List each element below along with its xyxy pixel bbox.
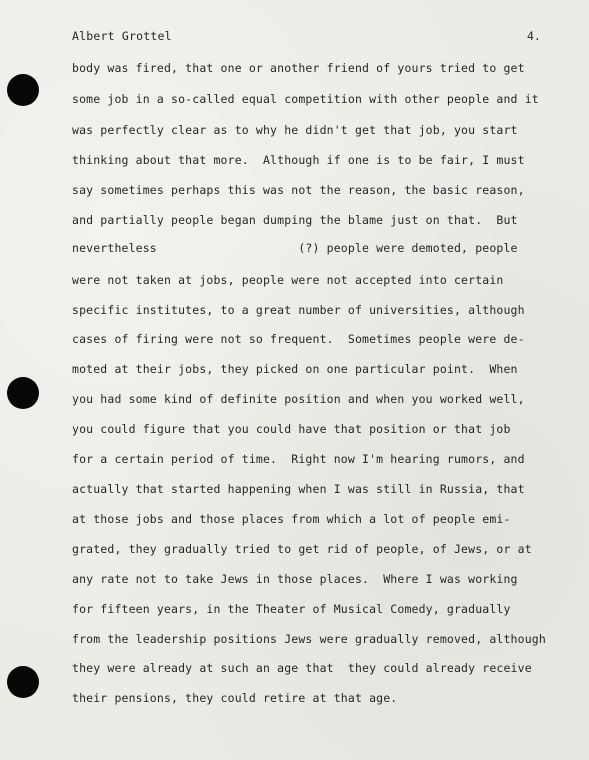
header-author-name: Albert Grottel — [72, 29, 172, 43]
text-line: specific institutes, to a great number of universities, although — [72, 303, 525, 317]
text-line: moted at their jobs, they picked on one particular point. When — [72, 362, 518, 376]
punch-hole — [7, 666, 39, 698]
text-line: actually that started happening when I was still in Russia, that — [72, 482, 525, 496]
text-line: you could figure that you could have that position or that job — [72, 422, 511, 436]
text-line: you had some kind of definite position and when you worked well, — [72, 392, 525, 406]
text-line: they were already at such an age that they could already receive — [72, 661, 532, 675]
text-line: some job in a so-called equal competition with other people and it — [72, 92, 539, 106]
text-line: body was fired, that one or another friend of yours tried to get — [72, 61, 525, 75]
text-line: say sometimes perhaps this was not the reason, the basic reason, — [72, 183, 525, 197]
text-line: their pensions, they could retire at that age. — [72, 691, 398, 705]
text-line: for a certain period of time. Right now I'm hearing rumors, and — [72, 452, 525, 466]
text-line: were not taken at jobs, people were not accepted into certain — [72, 273, 504, 287]
text-line: and partially people began dumping the blame just on that. But — [72, 213, 518, 227]
page-number: 4. — [527, 29, 541, 43]
text-line: nevertheless (?) people were demoted, people — [72, 241, 518, 255]
text-line: thinking about that more. Although if one is to be fair, I must — [72, 153, 525, 167]
text-line: from the leadership positions Jews were gradually removed, although — [72, 632, 546, 646]
punch-hole — [7, 74, 39, 106]
text-line: any rate not to take Jews in those places. Where I was working — [72, 572, 518, 586]
text-line: cases of firing were not so frequent. Sometimes people were de- — [72, 332, 525, 346]
text-line: at those jobs and those places from which a lot of people emi- — [72, 512, 511, 526]
text-line: for fifteen years, in the Theater of Musical Comedy, gradually — [72, 602, 511, 616]
text-line: was perfectly clear as to why he didn't get that job, you start — [72, 123, 518, 137]
punch-hole — [7, 377, 39, 409]
text-line: grated, they gradually tried to get rid of people, of Jews, or at — [72, 542, 532, 556]
